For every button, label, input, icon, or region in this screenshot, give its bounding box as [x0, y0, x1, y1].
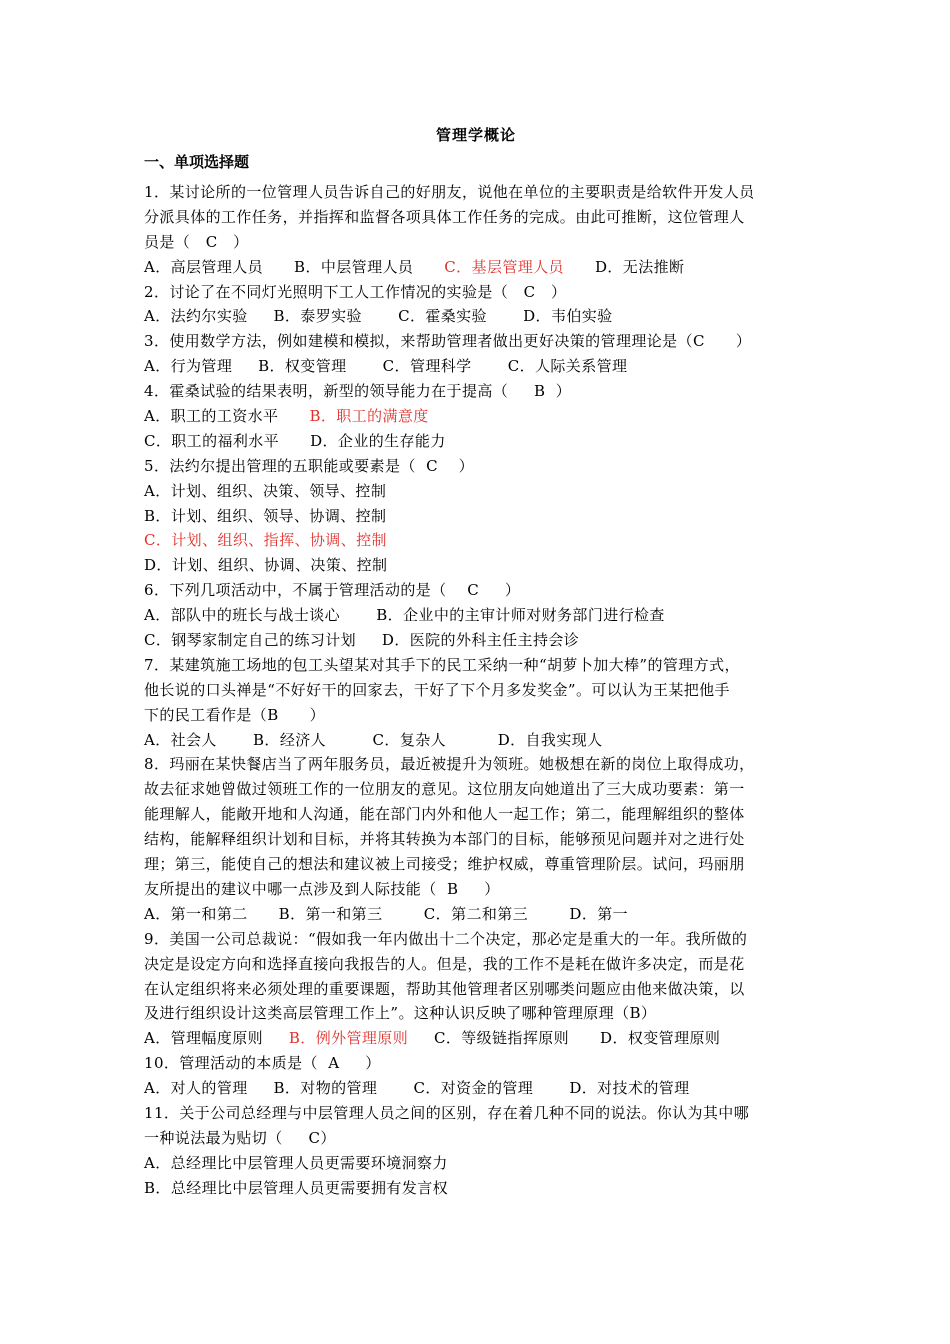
text-segment: A．部队中的班长与战士谈心 B．企业中的主审计师对财务部门进行检查: [144, 606, 665, 625]
text-line: [144, 952, 808, 977]
text-line: [144, 504, 808, 529]
text-line: [144, 528, 808, 553]
text-line: [144, 479, 808, 504]
highlighted-answer: C．计划、组织、指挥、协调、控制: [144, 531, 387, 550]
text-line: [144, 927, 808, 952]
text-segment: A．职工的工资水平: [144, 407, 310, 426]
text-segment: 7．某建筑施工场地的包工头望某对其手下的民工采纳一种“胡萝卜加大棒”的管理方式，: [144, 655, 740, 674]
text-segment: A．管理幅度原则: [144, 1029, 289, 1048]
text-line: [144, 1051, 808, 1076]
text-line: [144, 553, 808, 578]
text-segment: 2．讨论了在不同灯光照明下工人工作情况的实验是（ C ）: [144, 282, 567, 301]
text-line: [144, 777, 808, 802]
text-line: [144, 1026, 808, 1051]
text-segment: 6．下列几项活动中，不属于管理活动的是（ C ）: [144, 581, 521, 600]
text-line: [144, 977, 808, 1002]
text-segment: 他长说的口头禅是“不好好干的回家去，干好了下个月多发奖金”。可以认为王某把他手: [144, 680, 730, 699]
text-segment: A．计划、组织、决策、领导、控制: [144, 481, 387, 500]
text-segment: 友所提出的建议中哪一点涉及到人际技能（ B ）: [144, 879, 500, 898]
text-segment: C．等级链指挥原则 D．权变管理原则: [408, 1029, 721, 1048]
text-segment: 在认定组织将来必须处理的重要课题，帮助其他管理者区别哪类问题应由他来做决策，以: [144, 979, 745, 998]
text-line: [144, 230, 808, 255]
text-line: [144, 1151, 808, 1176]
text-segment: 一种说法最为贴切（ C）: [144, 1128, 336, 1147]
text-segment: A．第一和第二 B．第一和第三 C．第二和第三 D．第一: [144, 904, 629, 923]
text-segment: 分派具体的工作任务，并指挥和监督各项具体工作任务的完成。由此可推断，这位管理人: [144, 207, 745, 226]
text-line: [144, 678, 808, 703]
text-line: [144, 329, 808, 354]
text-line: [144, 827, 808, 852]
text-segment: A．法约尔实验 B．泰罗实验 C．霍桑实验 D．韦伯实验: [144, 307, 613, 326]
text-line: [144, 752, 808, 777]
text-segment: C．钢琴家制定自己的练习计划 D．医院的外科主任主持会诊: [144, 631, 580, 650]
text-segment: 理；第三，能使自己的想法和建议被上司接受；维护权威，尊重管理阶层。试问，玛丽朋: [144, 855, 745, 874]
text-line: [144, 454, 808, 479]
text-segment: 员是（ C ）: [144, 232, 249, 251]
text-segment: B．计划、组织、领导、协调、控制: [144, 506, 387, 525]
text-segment: A．总经理比中层管理人员更需要环境洞察力: [144, 1153, 448, 1172]
text-line: [144, 304, 808, 329]
text-segment: A．社会人 B．经济人 C．复杂人 D．自我实现人: [144, 730, 603, 749]
text-segment: 5．法约尔提出管理的五职能或要素是（ C ）: [144, 456, 475, 475]
text-line: [144, 379, 808, 404]
text-line: [144, 205, 808, 230]
text-line: [144, 628, 808, 653]
text-segment: 及进行组织设计这类高层管理工作上”。这种认识反映了哪种管理原理（B）: [144, 1004, 657, 1023]
text-line: [144, 653, 808, 678]
text-line: [144, 1101, 808, 1126]
text-line: [144, 728, 808, 753]
text-segment: 3．使用数学方法，例如建模和模拟，来帮助管理者做出更好决策的管理理论是（C ）: [144, 332, 752, 351]
text-segment: 9．美国一公司总裁说：“假如我一年内做出十二个决定，那必定是重大的一年。我所做的: [144, 929, 748, 948]
text-segment: A．高层管理人员 B．中层管理人员: [144, 257, 445, 276]
highlighted-answer: B．例外管理原则: [288, 1029, 409, 1048]
text-segment: B．总经理比中层管理人员更需要拥有发言权: [144, 1178, 449, 1197]
section-heading: 一、单项选择题: [144, 153, 250, 171]
text-segment: 结构，能解释组织计划和目标，并将其转换为本部门的目标，能够预见问题并对之进行处: [144, 830, 745, 849]
highlighted-answer: B．职工的满意度: [309, 407, 429, 426]
text-line: [144, 603, 808, 628]
text-line: [144, 1001, 808, 1026]
highlighted-answer: C．基层管理人员: [444, 257, 564, 276]
text-line: [144, 852, 808, 877]
text-segment: 决定是设定方向和选择直接向我报告的人。但是，我的工作不是耗在做许多决定，而是花: [144, 954, 745, 973]
text-segment: D．无法推断: [563, 257, 685, 276]
text-segment: 4．霍桑试验的结果表明，新型的领导能力在于提高（ B ）: [144, 382, 572, 401]
text-segment: 8．玛丽在某快餐店当了两年服务员，最近被提升为领班。她极想在新的岗位上取得成功，: [144, 755, 755, 774]
document-page: [144, 124, 808, 1201]
text-line: [144, 1126, 808, 1151]
text-segment: A．对人的管理 B．对物的管理 C．对资金的管理 D．对技术的管理: [144, 1079, 690, 1098]
text-line: [144, 180, 808, 205]
question-body: [144, 180, 808, 1201]
text-line: [144, 578, 808, 603]
text-line: [144, 802, 808, 827]
text-segment: D．计划、组织、协调、决策、控制: [144, 556, 388, 575]
text-line: [144, 280, 808, 305]
text-segment: 1．某讨论所的一位管理人员告诉自己的好朋友，说他在单位的主要职责是给软件开发人员: [144, 183, 755, 201]
text-line: [144, 429, 808, 454]
text-segment: 能理解人，能敞开地和人沟通，能在部门内外和他人一起工作；第二，能理解组织的整体: [144, 805, 745, 824]
text-segment: C．职工的福利水平 D．企业的生存能力: [144, 431, 446, 450]
text-line: [144, 354, 808, 379]
document-title: 管理学概论: [435, 126, 516, 144]
text-line: [144, 877, 808, 902]
text-segment: 10．管理活动的本质是（ A ）: [144, 1054, 381, 1073]
text-segment: 11．关于公司总经理与中层管理人员之间的区别，存在着几种不同的说法。你认为其中哪: [144, 1103, 750, 1122]
text-line: [144, 703, 808, 728]
text-line: [144, 1176, 808, 1201]
text-segment: 故去征求她曾做过领班工作的一位朋友的意见。这位朋友向她道出了三大成功要素：第一: [144, 780, 745, 799]
text-segment: 下的民工看作是（B ）: [144, 705, 326, 724]
text-line: [144, 902, 808, 927]
text-line: [144, 404, 808, 429]
text-segment: A．行为管理 B．权变管理 C．管理科学 C．人际关系管理: [144, 357, 628, 376]
text-line: [144, 1076, 808, 1101]
text-line: [144, 255, 808, 280]
